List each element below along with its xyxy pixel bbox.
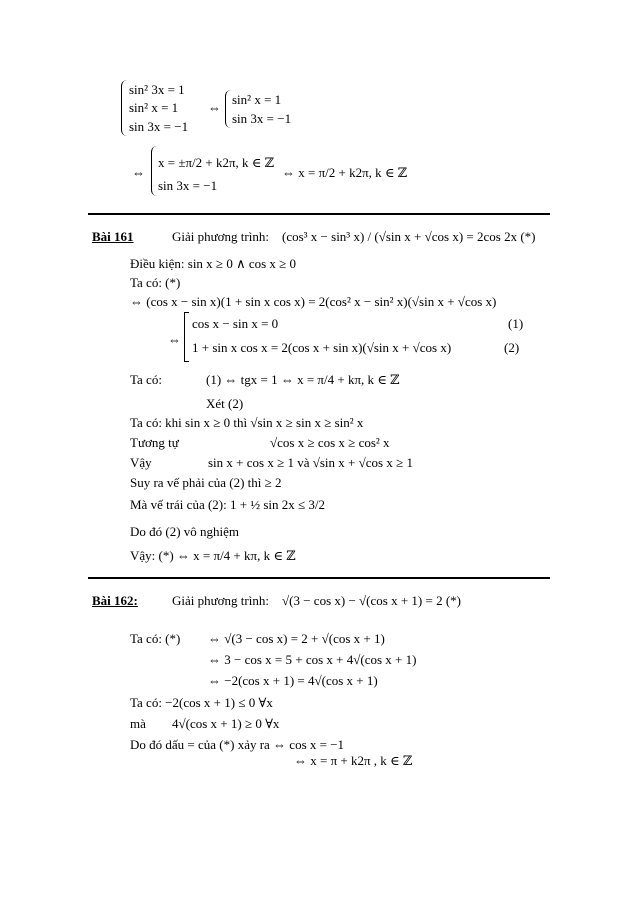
sys2-line2: sin 3x = −1 [232,111,292,126]
bai161-line-11: Tương tự [130,435,179,450]
bai161-line-10: Ta có: khi sin x ≥ 0 thì √sin x ≥ sin x ≥ sin² x [130,415,364,430]
bai162-line-7: Do đó dấu = của (*) xảy ra ⇔ cos x = −1 [130,737,345,752]
bai162-line-5: mà [130,716,146,731]
divider-2 [88,577,550,579]
bai162-line-6: 4√(cos x + 1) ≥ 0 ∀x [172,716,280,731]
bai161-line-13: Vậy [130,455,152,470]
bai161-equation: (cos³ x − sin³ x) / (√sin x + √cos x) = 2cos 2x (*) [282,229,536,244]
bai161-line-0: Điều kiện: sin x ≥ 0 ∧ cos x ≥ 0 [130,256,297,271]
top-result: ⇔ x = π/2 + k2π, k ∈ ℤ [282,165,408,180]
bai162-line-1: ⇔ √(3 − cos x) = 2 + √(cos x + 1) [208,631,385,646]
bai161-line-1: Ta có: (*) [130,275,181,290]
bai161-line-4: (1) [508,316,524,331]
bai161-line-16: Mà vế trái của (2): 1 + ½ sin 2x ≤ 3/2 [130,497,325,512]
bai161-line-3: cos x − sin x = 0 [192,316,279,331]
bai161-line-14: sin x + cos x ≥ 1 và √sin x + √cos x ≥ 1 [208,455,413,470]
iff-symbol: ⇔ [208,100,221,115]
bai161-line-18: Vậy: (*) ⇔ x = π/4 + kπ, k ∈ ℤ [130,548,296,563]
sys1-line2: sin² x = 1 [129,100,179,115]
iff-symbol-2: ⇔ [132,165,145,180]
bai162-line-4: Ta có: −2(cos x + 1) ≤ 0 ∀x [130,695,273,710]
bai162-equation: √(3 − cos x) − √(cos x + 1) = 2 (*) [282,593,461,608]
system-3-brace [151,146,158,196]
divider-1 [88,213,550,215]
bai162-line-8: ⇔ x = π + k2π , k ∈ ℤ [294,753,413,768]
sys3-line1: x = ±π/2 + k2π, k ∈ ℤ [158,155,275,170]
bai162-line-0: Ta có: (*) [130,631,181,646]
bai161-title: Bài 161 [92,229,134,244]
case-bracket [184,312,189,362]
bai162-prompt: Giải phương trình: [172,593,269,608]
bai161-line-9: Xét (2) [206,396,244,411]
system-1-brace [121,80,128,136]
iff-symbol-3: ⇔ [168,332,181,347]
sys2-line1: sin² x = 1 [232,92,282,107]
bai161-line-5: 1 + sin x cos x = 2(cos x + sin x)(√sin x + √cos x) [192,340,452,355]
bai161-prompt: Giải phương trình: [172,229,269,244]
sys3-line2: sin 3x = −1 [158,178,218,193]
sys1-line3: sin 3x = −1 [129,119,189,134]
bai161-line-7: Ta có: [130,372,162,387]
system-2-brace [225,90,232,128]
bai161-line-12: √cos x ≥ cos x ≥ cos² x [270,435,390,450]
bai162-line-2: ⇔ 3 − cos x = 5 + cos x + 4√(cos x + 1) [208,652,417,667]
bai161-line-6: (2) [504,340,520,355]
bai162-title: Bài 162: [92,593,138,608]
sys1-line1: sin² 3x = 1 [129,82,185,97]
bai161-line-17: Do đó (2) vô nghiệm [130,524,240,539]
bai161-line-15: Suy ra vế phải của (2) thì ≥ 2 [130,475,282,490]
bai161-line-8: (1) ⇔ tgx = 1 ⇔ x = π/4 + kπ, k ∈ ℤ [206,372,400,387]
bai161-line-2: ⇔ (cos x − sin x)(1 + sin x cos x) = 2(cos² x − sin² x)(√sin x + √cos x) [130,294,497,309]
bai162-line-3: ⇔ −2(cos x + 1) = 4√(cos x + 1) [208,673,378,688]
